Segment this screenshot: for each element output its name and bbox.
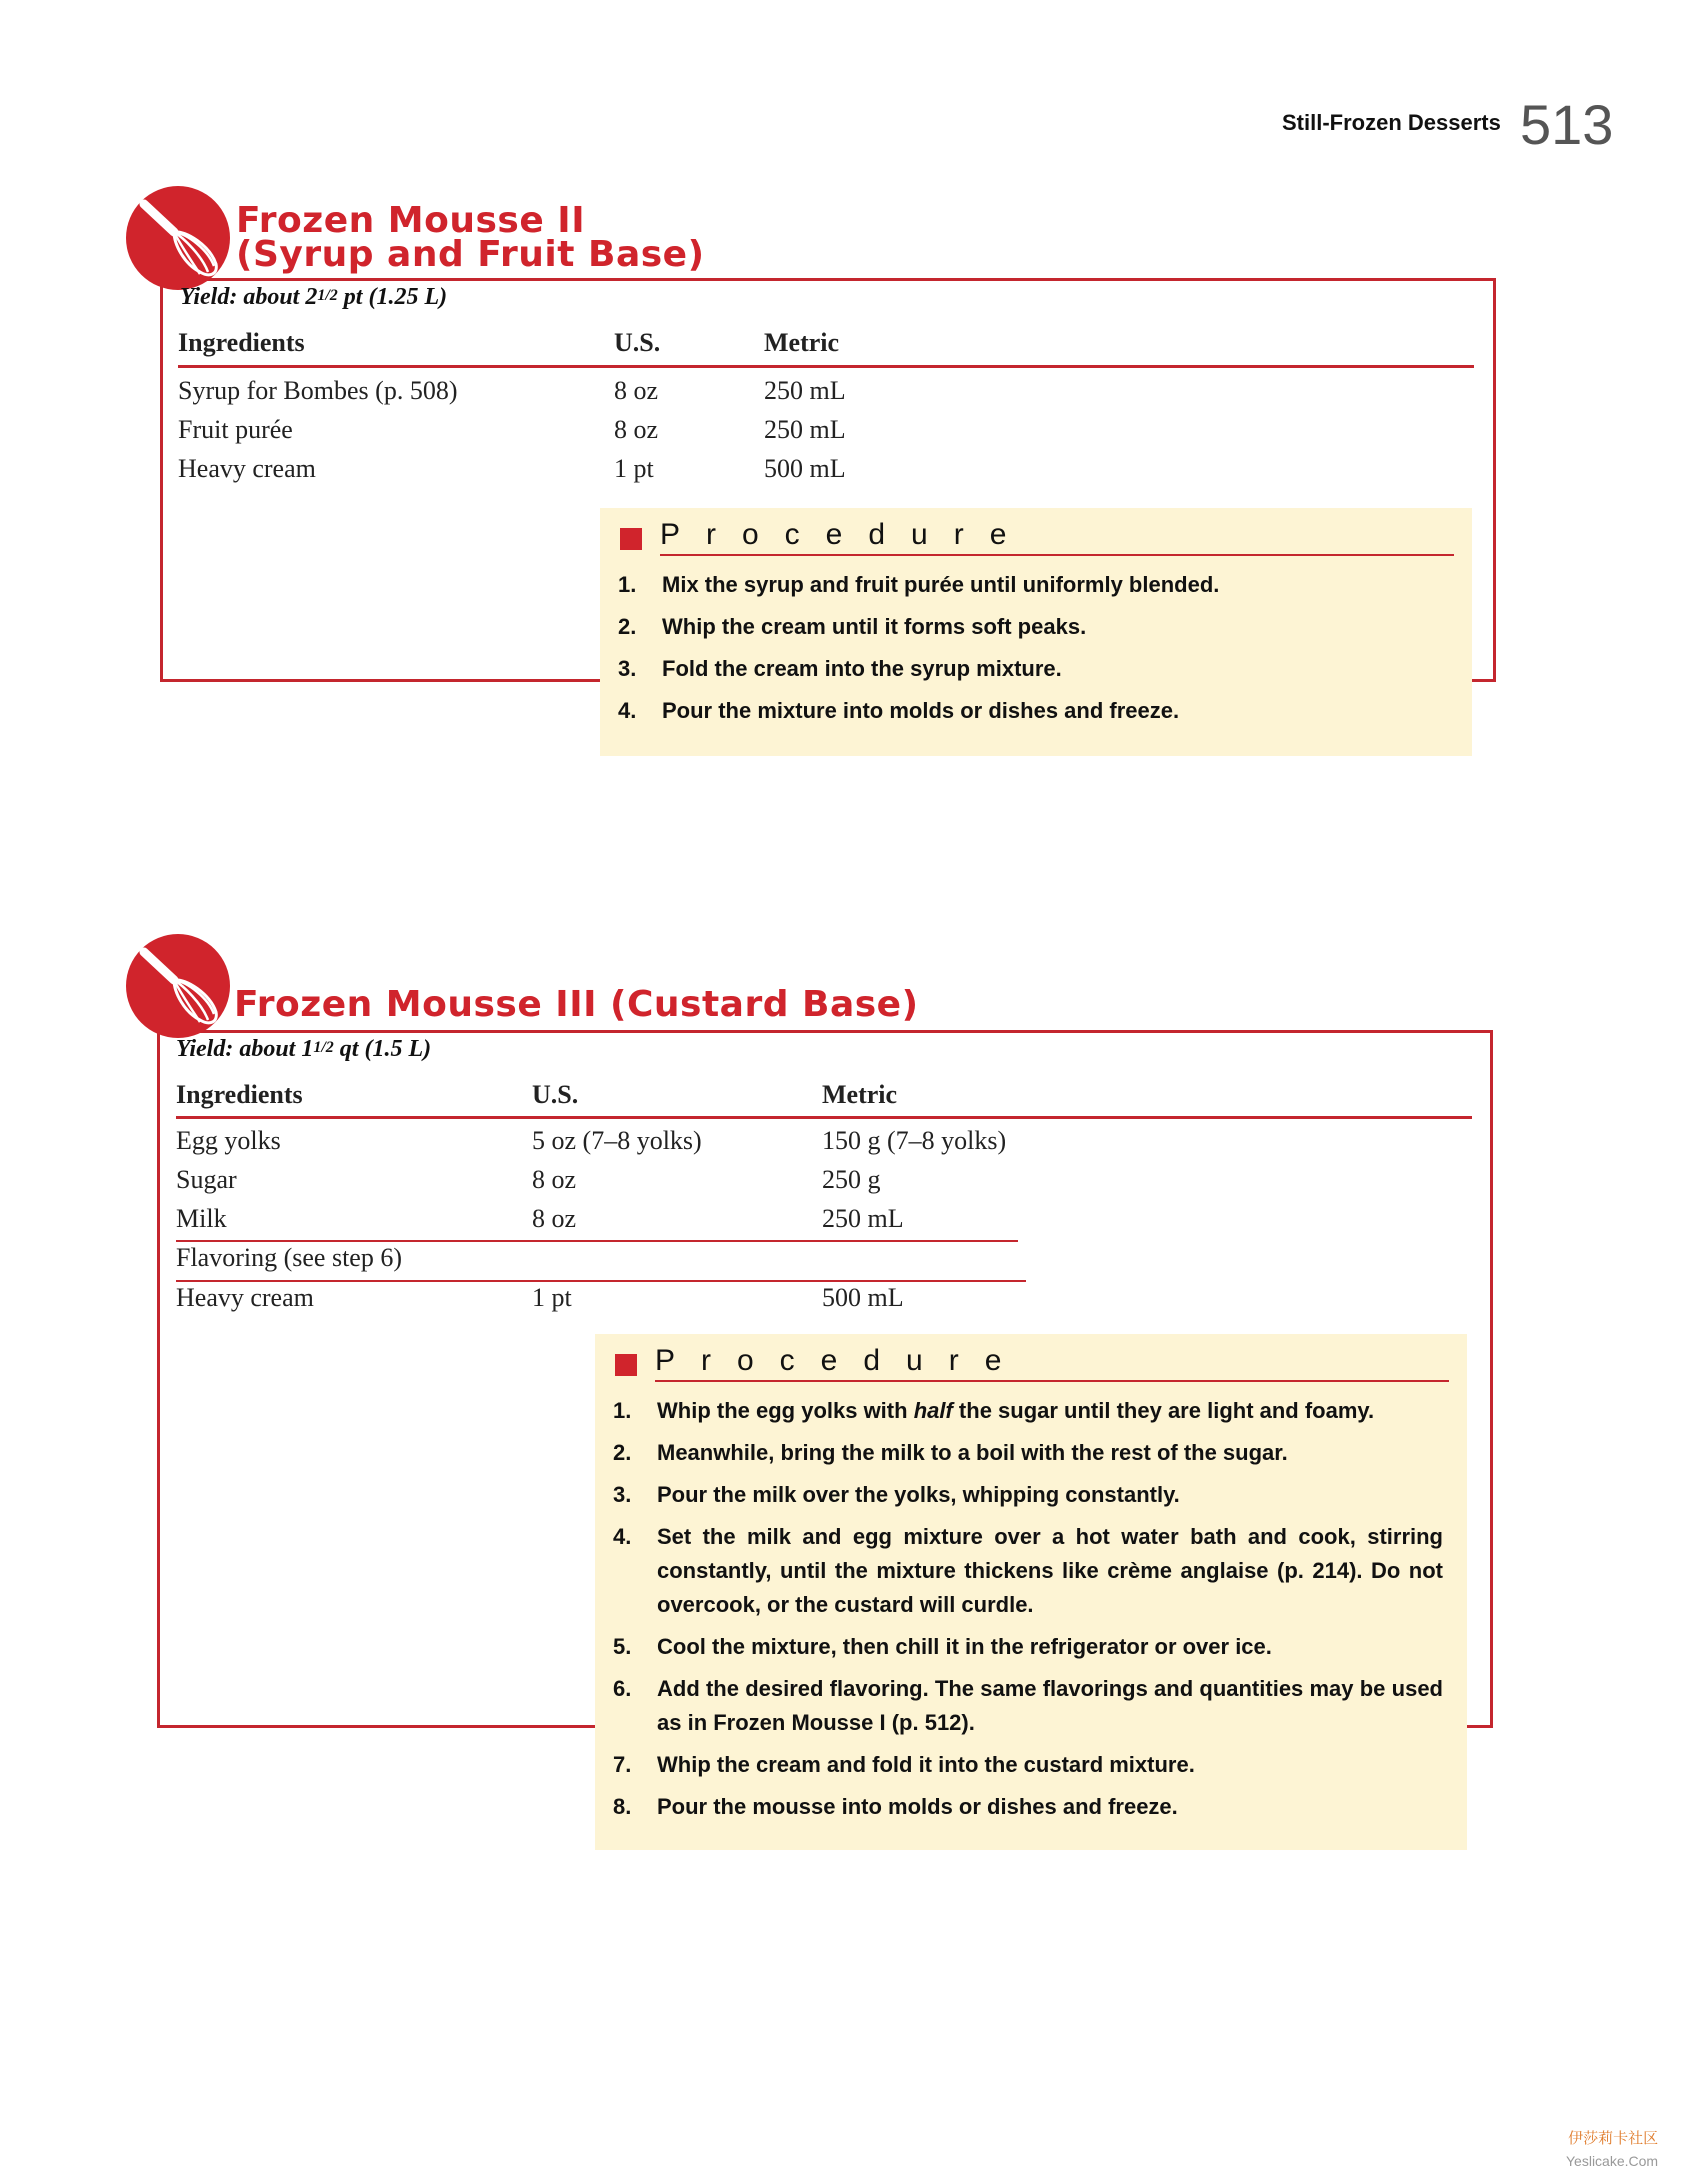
step-number: 3.	[618, 656, 637, 681]
ingredient-metric: 250 g	[822, 1165, 881, 1194]
square-bullet-icon	[620, 528, 642, 550]
step-text	[657, 1394, 1443, 1428]
ingredient-name: Milk	[176, 1204, 227, 1233]
step-text: Cool the mixture, then chill it in the refrigerator or over ice.	[657, 1634, 1272, 1659]
procedure-step	[618, 610, 1448, 644]
ingredient-us: 5 oz (7–8 yolks)	[532, 1126, 702, 1155]
ingredient-us: 1 pt	[614, 454, 654, 483]
recipe-title: Frozen Mousse III (Custard Base)	[234, 984, 919, 1025]
procedure-heading	[615, 1344, 1449, 1384]
yield	[176, 1036, 431, 1063]
step-number: 2.	[613, 1440, 632, 1465]
yield	[180, 284, 447, 311]
header-ingredients: Ingredients	[176, 1080, 303, 1109]
ingredient-metric: 250 mL	[764, 415, 846, 444]
step-text: Meanwhile, bring the milk to a boil with the rest of the sugar.	[657, 1440, 1288, 1465]
header-metric: Metric	[764, 328, 840, 357]
header-us: U.S.	[614, 328, 661, 357]
procedure-rule	[655, 1380, 1449, 1382]
step-text: Pour the milk over the yolks, whipping constantly.	[657, 1482, 1180, 1507]
procedure-label: Procedure	[660, 518, 1033, 551]
yield-prefix: Yield: about 1	[176, 1036, 314, 1062]
step-number: 2.	[618, 614, 637, 639]
procedure-step	[613, 1790, 1443, 1824]
header-rule	[176, 1116, 1472, 1119]
step-number: 4.	[618, 698, 637, 723]
ingredient-us: 1 pt	[532, 1283, 572, 1312]
procedure-step	[618, 694, 1448, 728]
procedure-box	[600, 508, 1472, 756]
page-number: 513	[1520, 93, 1614, 156]
recipe-title	[236, 200, 705, 275]
recipe-title-line-2: (Syrup and Fruit Base)	[236, 234, 705, 275]
step-number: 8.	[613, 1794, 632, 1819]
ingredient-name: Flavoring (see step 6)	[176, 1243, 403, 1272]
step-number: 7.	[613, 1752, 632, 1777]
whisk-icon	[126, 934, 230, 1038]
ingredient-metric: 250 mL	[764, 376, 846, 405]
procedure-step	[613, 1394, 1443, 1428]
ingredient-name: Sugar	[176, 1165, 237, 1194]
ingredient-metric: 500 mL	[764, 454, 846, 483]
procedure-step	[613, 1672, 1443, 1740]
whisk-icon	[126, 186, 230, 290]
ingredient-name: Heavy cream	[178, 454, 316, 483]
procedure-box	[595, 1334, 1467, 1850]
ingredient-us: 8 oz	[532, 1165, 577, 1194]
step-text: Add the desired flavoring. The same flavorings and quantities may be used as in Frozen Mousse I (p. 512).	[657, 1676, 1443, 1735]
ingredient-name: Syrup for Bombes (p. 508)	[178, 376, 458, 405]
procedure-step	[613, 1436, 1443, 1470]
header-rule	[178, 365, 1474, 368]
procedure-label: Procedure	[655, 1344, 1028, 1377]
running-head	[1260, 92, 1614, 156]
step-text-part: the sugar until they are light and foamy.	[952, 1398, 1375, 1423]
watermark-line-2: Yeslicake.Com	[1566, 2153, 1659, 2169]
step-text-part: Whip the egg yolks with	[657, 1398, 914, 1423]
bracket-rule	[176, 1280, 1026, 1282]
yield-fraction: 1/2	[317, 287, 338, 304]
ingredient-us: 8 oz	[532, 1204, 577, 1233]
ingredient-metric: 500 mL	[822, 1283, 904, 1312]
ingredient-metric: 150 g (7–8 yolks)	[822, 1126, 1007, 1155]
yield-suffix: pt (1.25 L)	[337, 284, 448, 310]
procedure-step	[613, 1630, 1443, 1664]
step-text: Whip the cream and fold it into the custard mixture.	[657, 1752, 1195, 1777]
procedure-step	[613, 1520, 1443, 1622]
step-text: Mix the syrup and fruit purée until uniformly blended.	[662, 572, 1220, 597]
procedure-step	[613, 1748, 1443, 1782]
step-number: 3.	[613, 1482, 632, 1507]
step-number: 4.	[613, 1524, 632, 1549]
recipe-title-line-1: Frozen Mousse II	[236, 200, 586, 241]
yield-suffix: qt (1.5 L)	[333, 1036, 432, 1062]
step-text: Pour the mixture into molds or dishes and freeze.	[662, 698, 1180, 723]
watermark	[1566, 2128, 1658, 2172]
procedure-step	[618, 568, 1448, 602]
step-number: 6.	[613, 1676, 632, 1701]
watermark-line-1: 伊莎莉卡社区	[1568, 2130, 1659, 2147]
header-us: U.S.	[532, 1080, 579, 1109]
header-ingredients: Ingredients	[178, 328, 305, 357]
ingredient-name: Heavy cream	[176, 1283, 314, 1312]
step-number: 1.	[618, 572, 637, 597]
ingredient-name: Fruit purée	[178, 415, 293, 444]
step-text: Set the milk and egg mixture over a hot water bath and cook, stirring constantly, until the mixture thickens like crème anglaise (p. 214). Do not overcook, or the custard will curdle.	[657, 1524, 1443, 1617]
ingredient-metric: 250 mL	[822, 1204, 904, 1233]
section-title: Still-Frozen Desserts	[1282, 110, 1501, 135]
procedure-rule	[660, 554, 1454, 556]
bracket-rule	[176, 1240, 1018, 1242]
step-text: Whip the cream until it forms soft peaks.	[662, 614, 1087, 639]
procedure-step	[618, 652, 1448, 686]
ingredient-us: 8 oz	[614, 376, 659, 405]
yield-fraction: 1/2	[313, 1039, 334, 1056]
square-bullet-icon	[615, 1354, 637, 1376]
step-number: 5.	[613, 1634, 632, 1659]
step-number: 1.	[613, 1398, 632, 1423]
step-text: Fold the cream into the syrup mixture.	[662, 656, 1062, 681]
yield-prefix: Yield: about 2	[180, 284, 318, 310]
ingredient-name: Egg yolks	[176, 1126, 281, 1155]
ingredient-us: 8 oz	[614, 415, 659, 444]
step-emphasis: half	[913, 1398, 953, 1423]
header-metric: Metric	[822, 1080, 898, 1109]
procedure-step	[613, 1478, 1443, 1512]
procedure-heading	[620, 518, 1454, 558]
step-text: Pour the mousse into molds or dishes and freeze.	[657, 1794, 1178, 1819]
